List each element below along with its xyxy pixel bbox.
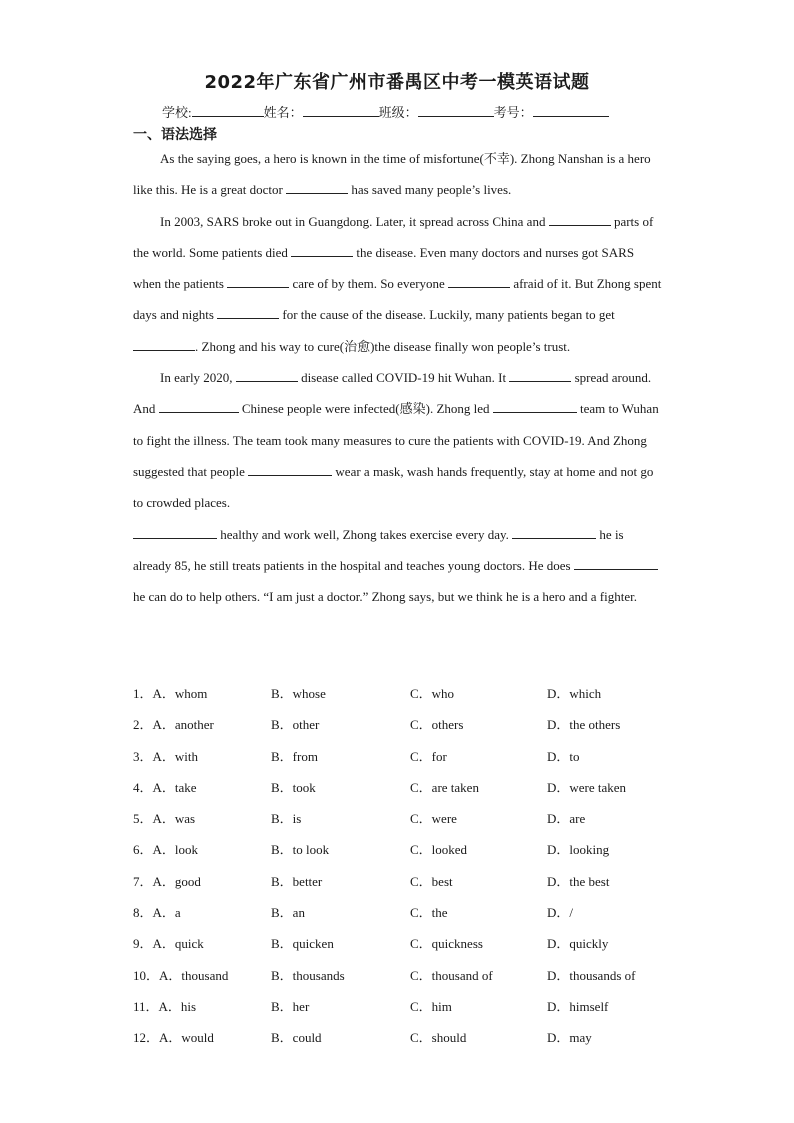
option-c[interactable]: C．him	[410, 998, 452, 1014]
blank-10[interactable]	[159, 400, 239, 413]
paragraph-4: healthy and work well, Zhong takes exercise every day. he is already 85, he still treats patients in the hospital and teaches young doctors. He does he can do to help others. “I am just a doctor.” Zhong says, but we think he is a hero and a fighter.	[133, 519, 663, 613]
blank-11[interactable]	[493, 400, 577, 413]
school-label: 学校:	[162, 105, 192, 120]
option-b[interactable]: B．to look	[271, 842, 330, 858]
page-title: 2022年广东省广州市番禺区中考一模英语试题	[204, 72, 590, 93]
blank-8[interactable]	[236, 369, 298, 382]
question-row	[133, 989, 673, 1020]
option-d[interactable]: D．which	[547, 686, 602, 701]
option-b[interactable]: B．better	[271, 873, 323, 889]
option-c[interactable]: C．best	[410, 873, 453, 889]
school-field[interactable]	[192, 104, 264, 117]
option-b[interactable]: B．thousands	[271, 967, 345, 983]
option-b[interactable]: B．whose	[271, 686, 326, 701]
option-a[interactable]: 11．A．his	[133, 998, 197, 1014]
blank-6[interactable]	[217, 306, 279, 319]
student-info-line	[162, 102, 609, 121]
question-row	[133, 926, 673, 957]
question-row	[133, 676, 673, 707]
class-label: 班级：	[378, 105, 418, 120]
number-label: 考号：	[493, 105, 533, 120]
blank-5[interactable]	[448, 275, 510, 288]
option-d[interactable]: D．quickly	[547, 936, 609, 952]
option-a[interactable]: 2．A．another	[133, 717, 214, 733]
option-c[interactable]: C．were	[410, 811, 457, 827]
option-b[interactable]: B．other	[271, 717, 320, 733]
question-row	[133, 832, 673, 863]
option-d[interactable]: D．the best	[547, 873, 610, 889]
option-a[interactable]: 5．A．was	[133, 811, 196, 827]
option-d[interactable]: D．himself	[547, 998, 609, 1014]
option-d[interactable]: D．looking	[547, 842, 610, 858]
option-c[interactable]: C．quickness	[410, 936, 483, 952]
name-label: 姓名：	[263, 105, 303, 120]
blank-1[interactable]	[286, 181, 348, 194]
question-row	[133, 958, 673, 989]
option-d[interactable]: D．the others	[547, 717, 621, 733]
option-a[interactable]: 7．A．good	[133, 873, 201, 889]
option-b[interactable]: B．is	[271, 811, 302, 827]
option-c[interactable]: C．who	[410, 686, 455, 701]
option-b[interactable]: B．could	[271, 1030, 322, 1046]
question-row	[133, 707, 673, 738]
option-b[interactable]: B．her	[271, 998, 310, 1014]
option-b[interactable]: B．from	[271, 748, 318, 764]
option-c[interactable]: C．others	[410, 717, 464, 733]
option-a[interactable]: 8．A．a	[133, 905, 181, 921]
option-d[interactable]: D．to	[547, 748, 580, 764]
section-title: 一、语法选择	[133, 127, 217, 143]
option-b[interactable]: B．an	[271, 905, 305, 921]
option-a[interactable]: 3．A．with	[133, 748, 199, 764]
question-row	[133, 895, 673, 926]
option-b[interactable]: B．took	[271, 779, 316, 795]
option-c[interactable]: C．the	[410, 905, 448, 921]
question-row	[133, 1020, 673, 1051]
blank-4[interactable]	[227, 275, 289, 288]
option-a[interactable]: 1．A．whom	[133, 686, 208, 701]
option-c[interactable]: C．thousand of	[410, 967, 493, 983]
passage	[133, 143, 663, 612]
option-a[interactable]: 10．A．thousand	[133, 967, 229, 983]
blank-2[interactable]	[549, 213, 611, 226]
option-a[interactable]: 9．A．quick	[133, 936, 204, 952]
option-d[interactable]: D．were taken	[547, 779, 627, 795]
blank-9[interactable]	[509, 369, 571, 382]
question-row	[133, 739, 673, 770]
number-field[interactable]	[533, 104, 609, 117]
option-a[interactable]: 4．A．take	[133, 779, 197, 795]
option-c[interactable]: C．looked	[410, 842, 468, 858]
question-row	[133, 864, 673, 895]
option-c[interactable]: C．should	[410, 1030, 467, 1046]
blank-15[interactable]	[574, 557, 658, 570]
option-c[interactable]: C．for	[410, 748, 447, 764]
option-d[interactable]: D．may	[547, 1030, 592, 1046]
paragraph-1: As the saying goes, a hero is known in the time of misfortune(不幸). Zhong Nanshan is a hero like this. He is a great doctor has saved many people’s lives.	[133, 151, 651, 198]
question-row	[133, 770, 673, 801]
paragraph-2: In 2003, SARS broke out in Guangdong. Later, it spread across China and parts of the world. Some patients died the disease. Even many doctors and nurses got SARS when the patients care of by them. So everyone afraid of it. But Zhong spent days and nights for the cause of the disease. Luckily, many patients began to get . Zhong and his way to cure(治愈)the disease finally won people’s trust.	[133, 213, 662, 354]
blank-12[interactable]	[248, 463, 332, 476]
option-c[interactable]: C．are taken	[410, 779, 479, 795]
blank-3[interactable]	[291, 244, 353, 257]
question-options	[133, 676, 673, 1052]
blank-13[interactable]	[133, 526, 217, 539]
option-a[interactable]: 12．A．would	[133, 1030, 214, 1046]
option-d[interactable]: D．/	[547, 905, 574, 921]
name-field[interactable]	[303, 104, 379, 117]
option-d[interactable]: D．thousands of	[547, 967, 636, 983]
blank-14[interactable]	[512, 526, 596, 539]
option-d[interactable]: D．are	[547, 811, 586, 827]
class-field[interactable]	[418, 104, 494, 117]
option-a[interactable]: 6．A．look	[133, 842, 199, 858]
blank-7[interactable]	[133, 338, 195, 351]
question-row	[133, 801, 673, 832]
paragraph-3: In early 2020, disease called COVID-19 hit Wuhan. It spread around. And Chinese people were infected(感染). Zhong led team to Wuhan to fight the illness. The team took many measures to cure the patients with COVID-19. And Zhong suggested that people wear a mask, wash hands frequently, stay at home and not go to crowded places.	[133, 370, 659, 511]
option-b[interactable]: B．quicken	[271, 936, 334, 952]
